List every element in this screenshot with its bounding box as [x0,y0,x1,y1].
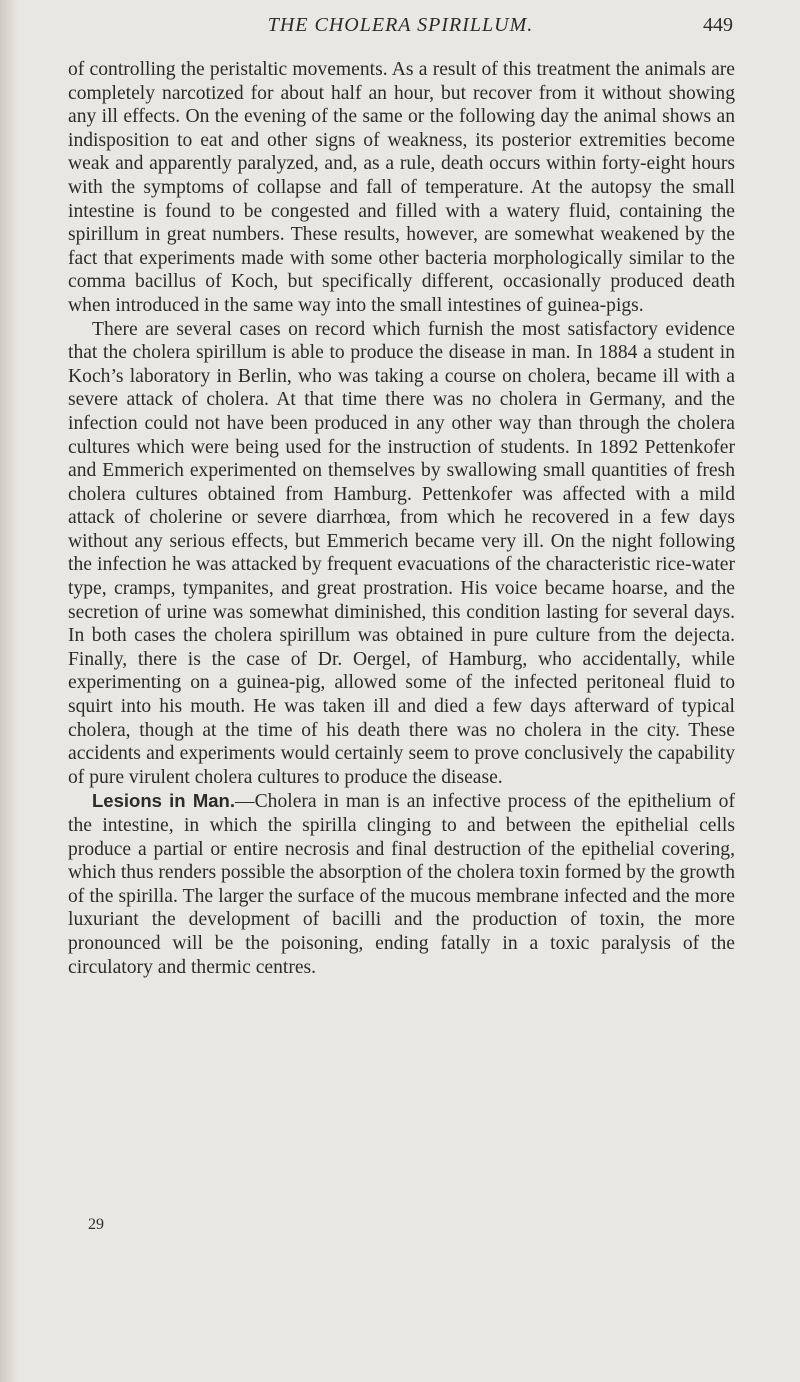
binding-shadow [0,0,18,1382]
paragraph-1: of controlling the peristaltic movements. As a result of this treatment the animals are completely narcotized for about half an hour, but recover from it without showing any ill effects. On the evening of the same or the following day the animal shows an indisposition to eat and other signs of weakness, its posterior extremities become weak and apparently paralyzed, and, as a rule, death occurs within forty-eight hours with the symptoms of collapse and fall of temperature. At the autopsy the small intestine is found to be congested and filled with a watery fluid, containing the spirillum in great numbers. These results, however, are somewhat weakened by the fact that experiments made with some other bacteria morphologically similar to the comma bacillus of Koch, but specifically different, occasionally produced death when introduced in the same way into the small intestines of guinea-pigs. [68,59,735,316]
paragraph-3 [68,789,735,979]
sidehead-lesions: Lesions in Man. [92,790,235,812]
body-text [68,58,735,979]
paragraph-3-text: —Cholera in man is an infective process of the epithelium of the intestine, in which the spirilla clinging to and between the epithelial cells produce a partial or entire necrosis and final destruction of the epithelial covering, which thus renders possible the absorption of the cholera toxin formed by the growth of the spirilla. The larger the surface of the mucous membrane infected and the more luxuriant the development of bacilli and the production of toxin, the more pronounced will be the poisoning, ending fatally in a toxic paralysis of the circulatory and thermic centres. [68,791,735,978]
paragraph-2: There are several cases on record which furnish the most satisfactory evidence that the cholera spirillum is able to produce the disease in man. In 1884 a student in Koch’s laboratory in Berlin, who was taking a course on cholera, became ill with a severe attack of cholera. At that time there was no cholera in Germany, and the infection could not have been produced in any other way than through the cholera cultures which were being used for the instruction of students. In 1892 Pettenkofer and Emmerich experimented on themselves by swallowing small quantities of fresh cholera cultures obtained from Hamburg. Pettenkofer was affected with a mild attack of cholerine or severe diarrhœa, from which he recovered in a few days without any serious effects, but Emmerich became very ill. On the night following the infection he was attacked by frequent evacuations of the characteristic rice-water type, cramps, tympanites, and great prostration. His voice became hoarse, and the secretion of urine was somewhat diminished, this condition lasting for several days. In both cases the cholera spirillum was obtained in pure culture from the dejecta. Finally, there is the case of Dr. Oergel, of Hamburg, who accidentally, while experimenting on a guinea-pig, allowed some of the infected peritoneal fluid to squirt into his mouth. He was taken ill and died a few days afterward of typical cholera, though at the time of his death there was no cholera in the city. These accidents and experiments would certainly seem to prove conclusively the capability of pure virulent cholera cultures to produce the disease. [68,318,735,788]
page-header [68,14,733,46]
signature-mark: 29 [88,1216,104,1233]
page-number: 449 [703,14,733,36]
running-title: THE CHOLERA SPIRILLUM. [267,14,534,36]
